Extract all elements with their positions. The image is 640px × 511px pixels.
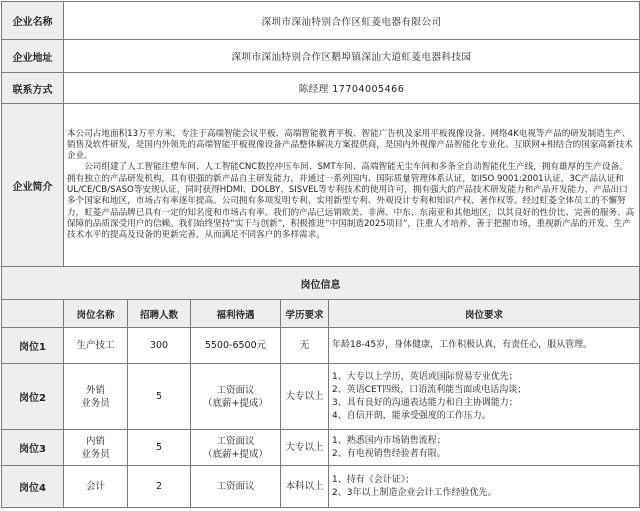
- requirement-line: 1、熟悉国内市场销售流程；: [332, 435, 446, 446]
- requirement-line: 2、有电视销售经验者有限。: [332, 448, 446, 459]
- job-name: [64, 430, 128, 466]
- job-education: 大专以上: [281, 430, 329, 466]
- intro-paragraph: 本公司占地面积13万平方米，专注于高端智能会议平板、高端智能教育平板、智能广告机及家用平板视像设备、网络4K电视等产品的研发制造生产、销售及软件研发，是国内外领先的高端智能平板视像设备产品整体解决方案提供商，是国内外视像产品智能化专业化、互联网+相结合的国家高新技术企业。: [67, 128, 633, 162]
- job-name-line: 外销: [85, 384, 105, 396]
- job-label: 岗位4: [2, 466, 64, 508]
- header-education: 学历要求: [281, 300, 329, 328]
- recruitment-table: [1, 1, 640, 508]
- intro-paragraph: 公司组建了人工智能注塑车间、人工智能CNC数控冲压车间、SMT车间、高端智能无尘车间和多条全自动智能化生产线，拥有雄厚的生产设备。拥有独立的产品研发机构，具有很强的新产品自主研发能力，并通过一系列国内、国际质量管理体系认证，如ISO 9001:2001认证，3C产品认证和UL/CE/CB/SASO等安规认证，同时获得HDMI、DOLBY、SISVEL等专利技术的使用许可，拥有强大的产品技术研发能力和产品开发能力，产品出口多个国家和地区，市场占有率逐年提高。公司拥有多项发明专利、实用新型专利、外观设计专利和知识产权、著作权等。经过虹菱全体员工的不懈努力，虹菱产品品牌已具有一定的知名度和市场占有率。我们的产品已远销欧美、非洲、中东、东南亚和其他地区，以其良好的性价比、完善的服务、高保障的品质深受用户的信赖。我们始终坚持“实干与创新”，积极推进“中国制造2025项目”，注重人才培养，善于把握市场，重视新产品的开发、生产技术水平的提高及设备的更新完善，从而满足不同客户的多样需求。: [67, 162, 635, 241]
- job-name: [64, 364, 128, 430]
- job-requirements: [329, 328, 640, 364]
- company-address-label: 企业地址: [2, 40, 64, 73]
- job-benefit: [191, 364, 281, 430]
- job-label: 岗位1: [2, 328, 64, 364]
- contact-label: 联系方式: [2, 73, 64, 104]
- job-name: 会计: [64, 466, 128, 508]
- job-row: [2, 364, 640, 430]
- requirement-line: 2、3年以上制造企业会计工作经验优先。: [332, 487, 497, 498]
- job-benefit: 工资面议: [191, 466, 281, 508]
- company-address: 深圳市深汕特别合作区鹅埠镇深汕大道虹菱电器科技园: [64, 40, 640, 73]
- job-education: 本科以上: [281, 466, 329, 508]
- job-count: 2: [128, 466, 191, 508]
- job-count: 5: [128, 364, 191, 430]
- company-intro: [64, 104, 640, 267]
- job-requirements: [329, 430, 640, 466]
- jobs-section-title: 岗位信息: [2, 267, 640, 300]
- job-count: 5: [128, 430, 191, 466]
- job-name-line: 业务员: [81, 448, 110, 460]
- requirement-line: 4、自信开朗，能承受强度的工作压力。: [332, 410, 491, 421]
- job-education: 大专以上: [281, 364, 329, 430]
- job-name-line: 内销: [85, 435, 105, 447]
- requirement-line: 1、大专以上学历，英语或国际贸易专业优先；: [332, 371, 518, 382]
- company-name-label: 企业名称: [2, 2, 64, 40]
- header-job-name: 岗位名称: [64, 300, 128, 328]
- company-intro-label: 企业简介: [2, 104, 64, 267]
- job-label: 岗位2: [2, 364, 64, 430]
- job-name: 生产技工: [64, 328, 128, 364]
- benefit-line: 工资面议: [216, 435, 255, 447]
- job-name-line: 业务员: [81, 397, 110, 409]
- contact-info: 陈经理 17704005466: [64, 73, 640, 104]
- job-row: [2, 328, 640, 364]
- job-label: 岗位3: [2, 430, 64, 466]
- header-benefit: 福利待遇: [191, 300, 281, 328]
- benefit-line: 工资面议: [216, 384, 255, 396]
- job-requirements: [329, 466, 640, 508]
- header-blank: [2, 300, 64, 328]
- header-requirement: 岗位要求: [329, 300, 640, 328]
- job-row: [2, 466, 640, 508]
- benefit-line: （底薪+提成）: [203, 448, 268, 460]
- job-row: [2, 430, 640, 466]
- header-count: 招聘人数: [128, 300, 191, 328]
- company-name: 深圳市深汕特别合作区虹菱电器有限公司: [64, 2, 640, 40]
- job-requirements: [329, 364, 640, 430]
- benefit-line: （底薪+提成）: [203, 397, 268, 409]
- requirement-line: 2、英语CET四级，口语流利能当面或电话沟谈；: [332, 384, 527, 395]
- job-benefit: 5500-6500元: [191, 328, 281, 364]
- job-benefit: [191, 430, 281, 466]
- job-count: 300: [128, 328, 191, 364]
- job-education: 无: [281, 328, 329, 364]
- requirement-line: 年龄18-45岁，身体健康，工作积极认真，有责任心，服从管理。: [332, 340, 593, 350]
- requirement-line: 3、具有良好的沟通表达能力和自主协调能力；: [332, 397, 518, 408]
- requirement-line: 1、持有《会计证》；: [332, 474, 415, 485]
